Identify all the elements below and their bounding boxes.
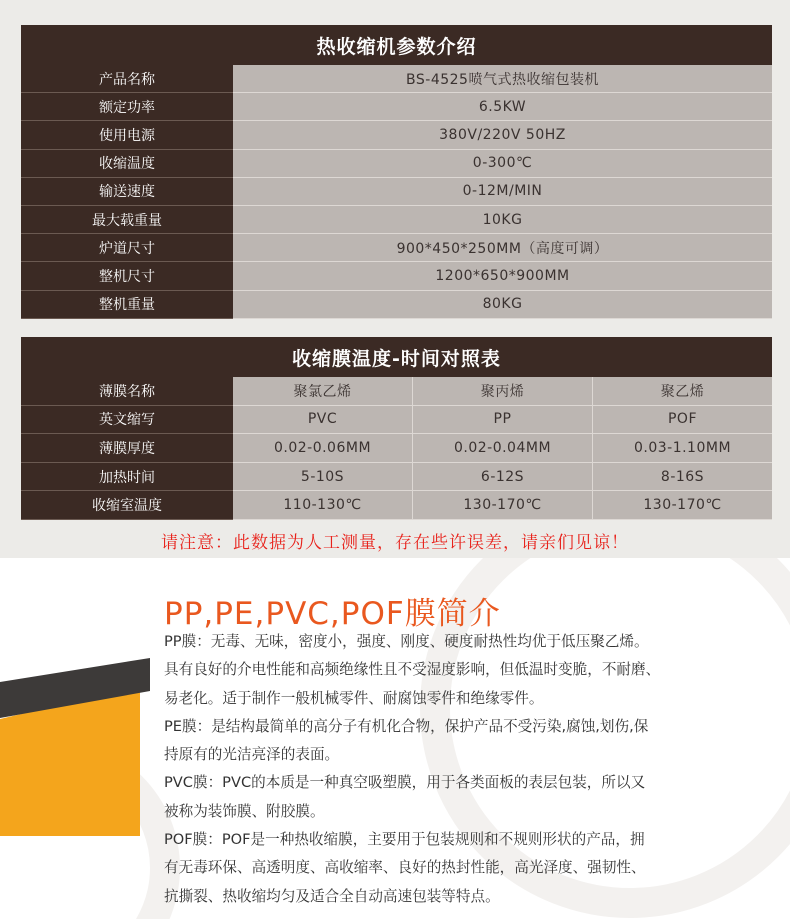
row-label: 英文缩写	[21, 406, 233, 435]
row-value: 130-170℃	[413, 491, 593, 520]
measurement-notice: 请注意：此数据为人工测量，存在些许误差，请亲们见谅！	[161, 533, 629, 553]
film-table-title: 收缩膜温度-时间对照表	[21, 337, 772, 377]
row-value: 110-130℃	[233, 491, 413, 520]
row-value: 5-10S	[233, 463, 413, 492]
intro-line: PP膜：无毒、无味，密度小，强度、刚度、硬度耐热性均优于低压聚乙烯。	[164, 633, 649, 650]
intro-line: PE膜：是结构最简单的高分子有机化合物，保护产品不受污染,腐蚀,划伤,保	[164, 717, 649, 735]
intro-line: POF膜：POF是一种热收缩膜，主要用于包装规则和不规则形状的产品，拥	[164, 831, 645, 849]
table-row	[21, 463, 772, 492]
row-value: 聚丙烯	[413, 377, 593, 406]
row-label: 加热时间	[21, 463, 233, 492]
row-label: 使用电源	[21, 121, 233, 149]
intro-line: 抗撕裂、热收缩均匀及适合全自动高速包装等特点。	[164, 887, 500, 905]
row-value: POF	[593, 406, 772, 435]
table-row	[21, 178, 772, 206]
row-label: 产品名称	[21, 65, 233, 93]
table-row	[21, 206, 772, 234]
row-value: BS-4525喷气式热收缩包装机	[233, 65, 772, 93]
intro-line: 易老化。适于制作一般机械零件、耐腐蚀零件和绝缘零件。	[164, 689, 544, 707]
film-table	[21, 337, 772, 520]
table-row	[21, 121, 772, 149]
table-row	[21, 234, 772, 262]
intro-line: PVC膜：PVC的本质是一种真空吸塑膜，用于各类面板的表层包装，所以又	[164, 774, 646, 792]
row-value: 0-300℃	[233, 150, 772, 178]
table-row	[21, 93, 772, 121]
row-label: 薄膜名称	[21, 377, 233, 406]
row-value: 聚乙烯	[593, 377, 772, 406]
spec-table	[21, 25, 772, 319]
table-row	[21, 291, 772, 319]
table-row	[21, 491, 772, 520]
row-value: 0.03-1.10MM	[593, 434, 772, 463]
row-label: 整机尺寸	[21, 262, 233, 290]
film-intro-section	[0, 558, 790, 919]
row-label: 额定功率	[21, 93, 233, 121]
row-value: 900*450*250MM（高度可调）	[233, 234, 772, 262]
row-value: 0-12M/MIN	[233, 178, 772, 206]
table-row	[21, 434, 772, 463]
intro-title: PP,PE,PVC,POF膜简介	[164, 596, 501, 632]
intro-body	[164, 628, 734, 911]
row-label: 炉道尺寸	[21, 234, 233, 262]
row-value: 1200*650*900MM	[233, 262, 772, 290]
row-label: 薄膜厚度	[21, 434, 233, 463]
table-row	[21, 65, 772, 93]
row-label: 最大载重量	[21, 206, 233, 234]
row-value: 80KG	[233, 291, 772, 319]
spec-table-title: 热收缩机参数介绍	[21, 25, 772, 65]
intro-line: 持原有的光洁亮泽的表面。	[164, 746, 340, 764]
intro-line: 被称为装饰膜、附胶膜。	[164, 802, 325, 820]
row-value: 0.02-0.06MM	[233, 434, 413, 463]
row-label: 整机重量	[21, 291, 233, 319]
row-value: 0.02-0.04MM	[413, 434, 593, 463]
row-value: 130-170℃	[593, 491, 772, 520]
row-value: 聚氯乙烯	[233, 377, 413, 406]
row-value: PP	[413, 406, 593, 435]
row-label: 收缩室温度	[21, 491, 233, 520]
row-label: 输送速度	[21, 178, 233, 206]
table-row	[21, 150, 772, 178]
row-value: 6-12S	[413, 463, 593, 492]
row-value: 380V/220V 50HZ	[233, 121, 772, 149]
table-row	[21, 262, 772, 290]
row-value: 6.5KW	[233, 93, 772, 121]
table-row	[21, 377, 772, 406]
row-value: PVC	[233, 406, 413, 435]
intro-line: 具有良好的介电性能和高频绝缘性且不受湿度影响，但低温时变脆，不耐磨、	[164, 661, 661, 679]
intro-line: 有无毒环保、高透明度、高收缩率、良好的热封性能，高光泽度、强韧性、	[164, 859, 646, 877]
row-value: 10KG	[233, 206, 772, 234]
row-label: 收缩温度	[21, 150, 233, 178]
row-value: 8-16S	[593, 463, 772, 492]
table-row	[21, 406, 772, 435]
